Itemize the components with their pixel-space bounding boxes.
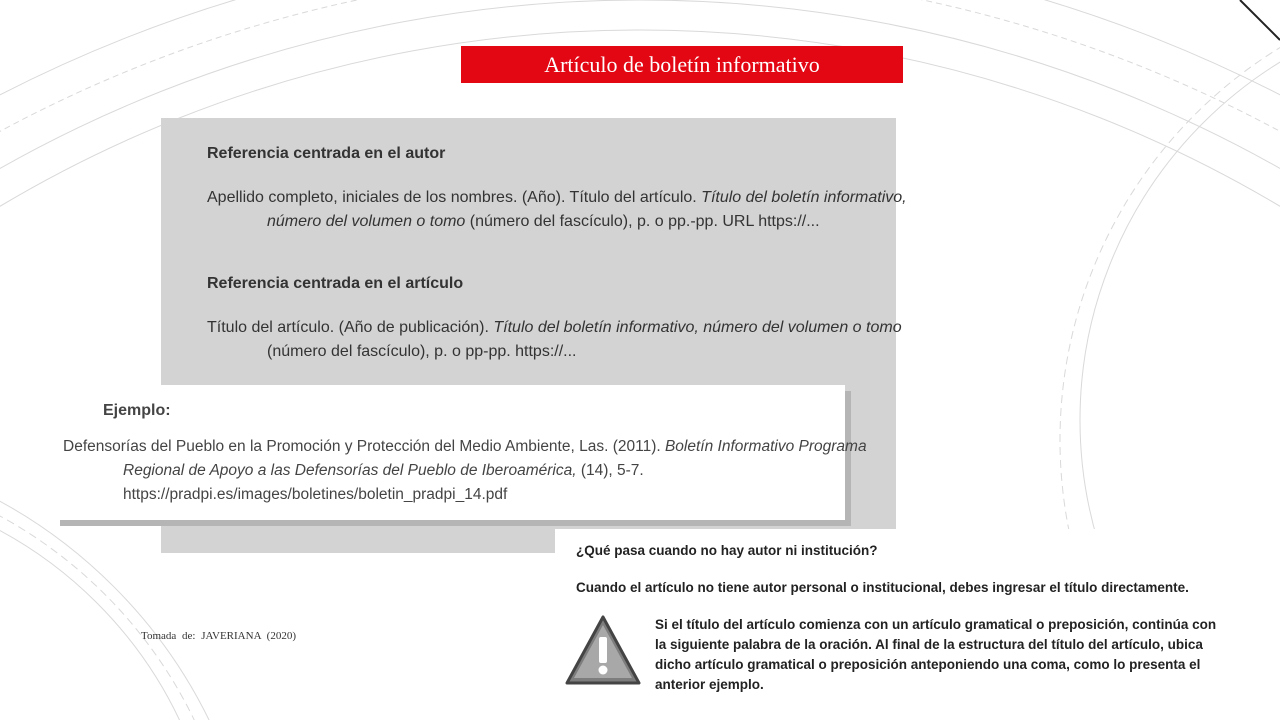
author-reference-format: Apellido completo, iniciales de los nombres. (Año). Título del artículo. Título del boletín informativo, número del volumen o tomo (número del fascículo), p. o pp.-pp. URL https://...	[207, 189, 907, 230]
example-url: https://pradpi.es/images/boletines/boletin_pradpi_14.pdf	[123, 486, 508, 503]
example-panel	[54, 385, 867, 520]
article-reference-heading: Referencia centrada en el artículo	[207, 275, 464, 292]
author-reference-section	[207, 142, 907, 234]
no-author-note-panel	[555, 529, 1280, 720]
slide-title: Artículo de boletín informativo	[461, 46, 903, 83]
article-reference-format: Título del artículo. (Año de publicación). Título del boletín informativo, número del volumen o tomo (número del fascículo), p. o pp-pp. https://...	[207, 319, 902, 360]
note-warning-text: Si el título del artículo comienza con un artículo gramatical o preposición, continúa con la siguiente palabra de la oración. Al final de la estructura del título del artículo, ubica dicho artículo gramatical o preposición anteponiendo una coma, como lo presenta el anterior ejemplo.	[655, 617, 1217, 692]
author-reference-heading: Referencia centrada en el autor	[207, 145, 446, 162]
warning-triangle-icon	[563, 613, 643, 689]
example-label: Ejemplo:	[103, 402, 171, 419]
note-question: ¿Qué pasa cuando no hay autor ni institución?	[576, 543, 878, 558]
note-answer: Cuando el artículo no tiene autor personal o institucional, debes ingresar el título directamente.	[576, 580, 1189, 595]
source-credit: Tomada de: JAVERIANA (2020)	[141, 630, 296, 642]
example-reference: Defensorías del Pueblo en la Promoción y Protección del Medio Ambiente, Las. (2011). Boletín Informativo Programa Regional de Apoyo a las Defensorías del Pueblo de Iberoamérica, (14), 5-7. https://pradpi.es/images/boletines/boletin_pradpi_14.pdf	[63, 438, 867, 503]
article-reference-section	[207, 272, 907, 364]
